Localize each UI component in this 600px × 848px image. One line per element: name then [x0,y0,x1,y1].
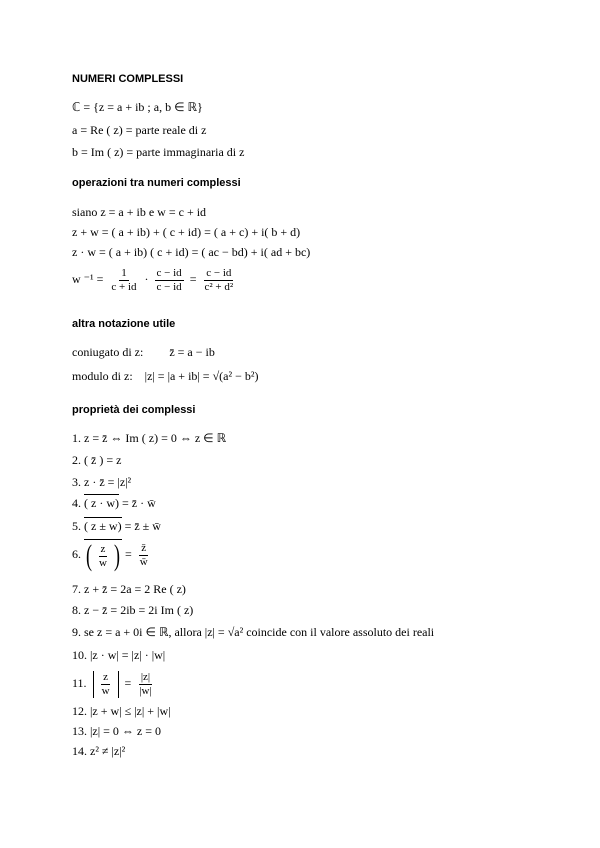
inverse-f3-numerator: c − id [206,266,232,279]
property-6-conjugate-fraction [84,539,122,571]
document-title: NUMERI COMPLESSI [72,73,184,85]
conjugate-expression: z̄ = a − ib [169,345,215,359]
inverse-lhs: w ⁻¹ = [72,272,104,286]
property-5-number: 5. [72,519,81,533]
property-6-inner-numerator: z [100,542,106,555]
inverse-f1-numerator: 1 [121,266,127,279]
inverse-fraction-3 [202,267,235,294]
property-11-abs-fraction [93,671,119,698]
imaginary-part-definition: b = Im ( z) = parte immaginaria di z [72,145,245,159]
property-12: 12. |z + w| ≤ |z| + |w| [72,704,171,718]
modulus-expression: |z| = |a + ib| = √(a² − b²) [144,369,259,383]
property-6-inner-fraction [97,543,109,570]
property-3: 3. z · z̄ = |z|² [72,475,132,489]
property-4-rhs: = z̄ · w̄ [121,496,156,510]
modulus-label: modulo di z: [72,369,133,383]
inverse-equals: = [189,272,197,286]
property-5-conjugate-bar: ( z ± w) [84,519,122,533]
property-5-rhs: = z̄ ± w̄ [124,519,161,533]
property-6-rhs-fraction [138,542,150,569]
property-9: 9. se z = a + 0i ∈ ℝ, allora |z| = √a² coincide con il valore assoluto dei reali [72,625,435,639]
conjugate-line [72,345,215,359]
property-4-number: 4. [72,496,81,510]
notation-heading: altra notazione utile [72,318,176,330]
inverse-f2-denominator: c − id [156,280,182,293]
property-6-rhs-denominator: w̄ [139,555,148,568]
property-11 [72,667,157,699]
property-1: 1. z = z̄ ⇔ Im ( z) = 0 ⇔ z ∈ ℝ [72,431,227,445]
property-5 [72,519,161,533]
property-11-rhs-fraction [137,671,153,698]
property-6-left-paren: ( [86,539,92,573]
sum-formula: z + w = ( a + ib) + ( c + id) = ( a + c) + i( b + d) [72,225,301,239]
property-11-equals: = [124,676,132,690]
inverse-f3-denominator: c² + d² [204,280,234,293]
property-6-equals: = [124,547,132,561]
property-6-rhs-numerator: z̄ [141,541,147,554]
modulus-line [72,369,258,383]
property-11-rhs-denominator: |w| [139,684,152,697]
conjugate-label: coniugato di z: [72,345,144,359]
operations-heading: operazioni tra numeri complessi [72,177,241,189]
operations-given: siano z = a + ib e w = c + id [72,205,207,219]
property-8: 8. z − z̄ = 2ib = 2i Im ( z) [72,603,194,617]
property-4 [72,496,156,510]
property-10: 10. |z · w| = |z| · |w| [72,648,166,662]
inverse-fraction-2 [155,267,184,294]
property-11-inner-fraction [100,671,112,698]
inverse-fraction-1 [109,267,138,294]
property-4-conjugate-bar: ( z · w) [84,496,119,510]
inverse-f2-numerator: c − id [156,266,182,279]
property-6 [72,538,153,571]
property-6-number: 6. [72,547,81,561]
property-11-inner-numerator: z [103,670,108,683]
product-formula: z · w = ( a + ib) ( c + id) = ( ac − bd) + i( ad + bc) [72,245,311,259]
property-7: 7. z + z̄ = 2a = 2 Re ( z) [72,582,186,596]
property-2: 2. ( z̄ ) = z [72,453,122,467]
properties-heading: proprietà dei complessi [72,404,196,416]
property-11-number: 11. [72,676,87,690]
inverse-f1-denominator: c + id [111,280,137,293]
complex-set-definition: ℂ = {z = a + ib ; a, b ∈ ℝ} [72,100,203,114]
property-11-inner-denominator: w [101,684,110,697]
real-part-definition: a = Re ( z) = parte reale di z [72,123,207,137]
property-6-right-paren: ) [113,539,120,573]
inverse-dot: · [144,272,149,286]
property-14: 14. z² ≠ |z|² [72,744,126,758]
property-13: 13. |z| = 0 ⇔ z = 0 [72,724,161,738]
inverse-formula [72,264,238,294]
property-6-inner-denominator: w [99,556,107,569]
property-11-rhs-numerator: |z| [140,670,151,683]
